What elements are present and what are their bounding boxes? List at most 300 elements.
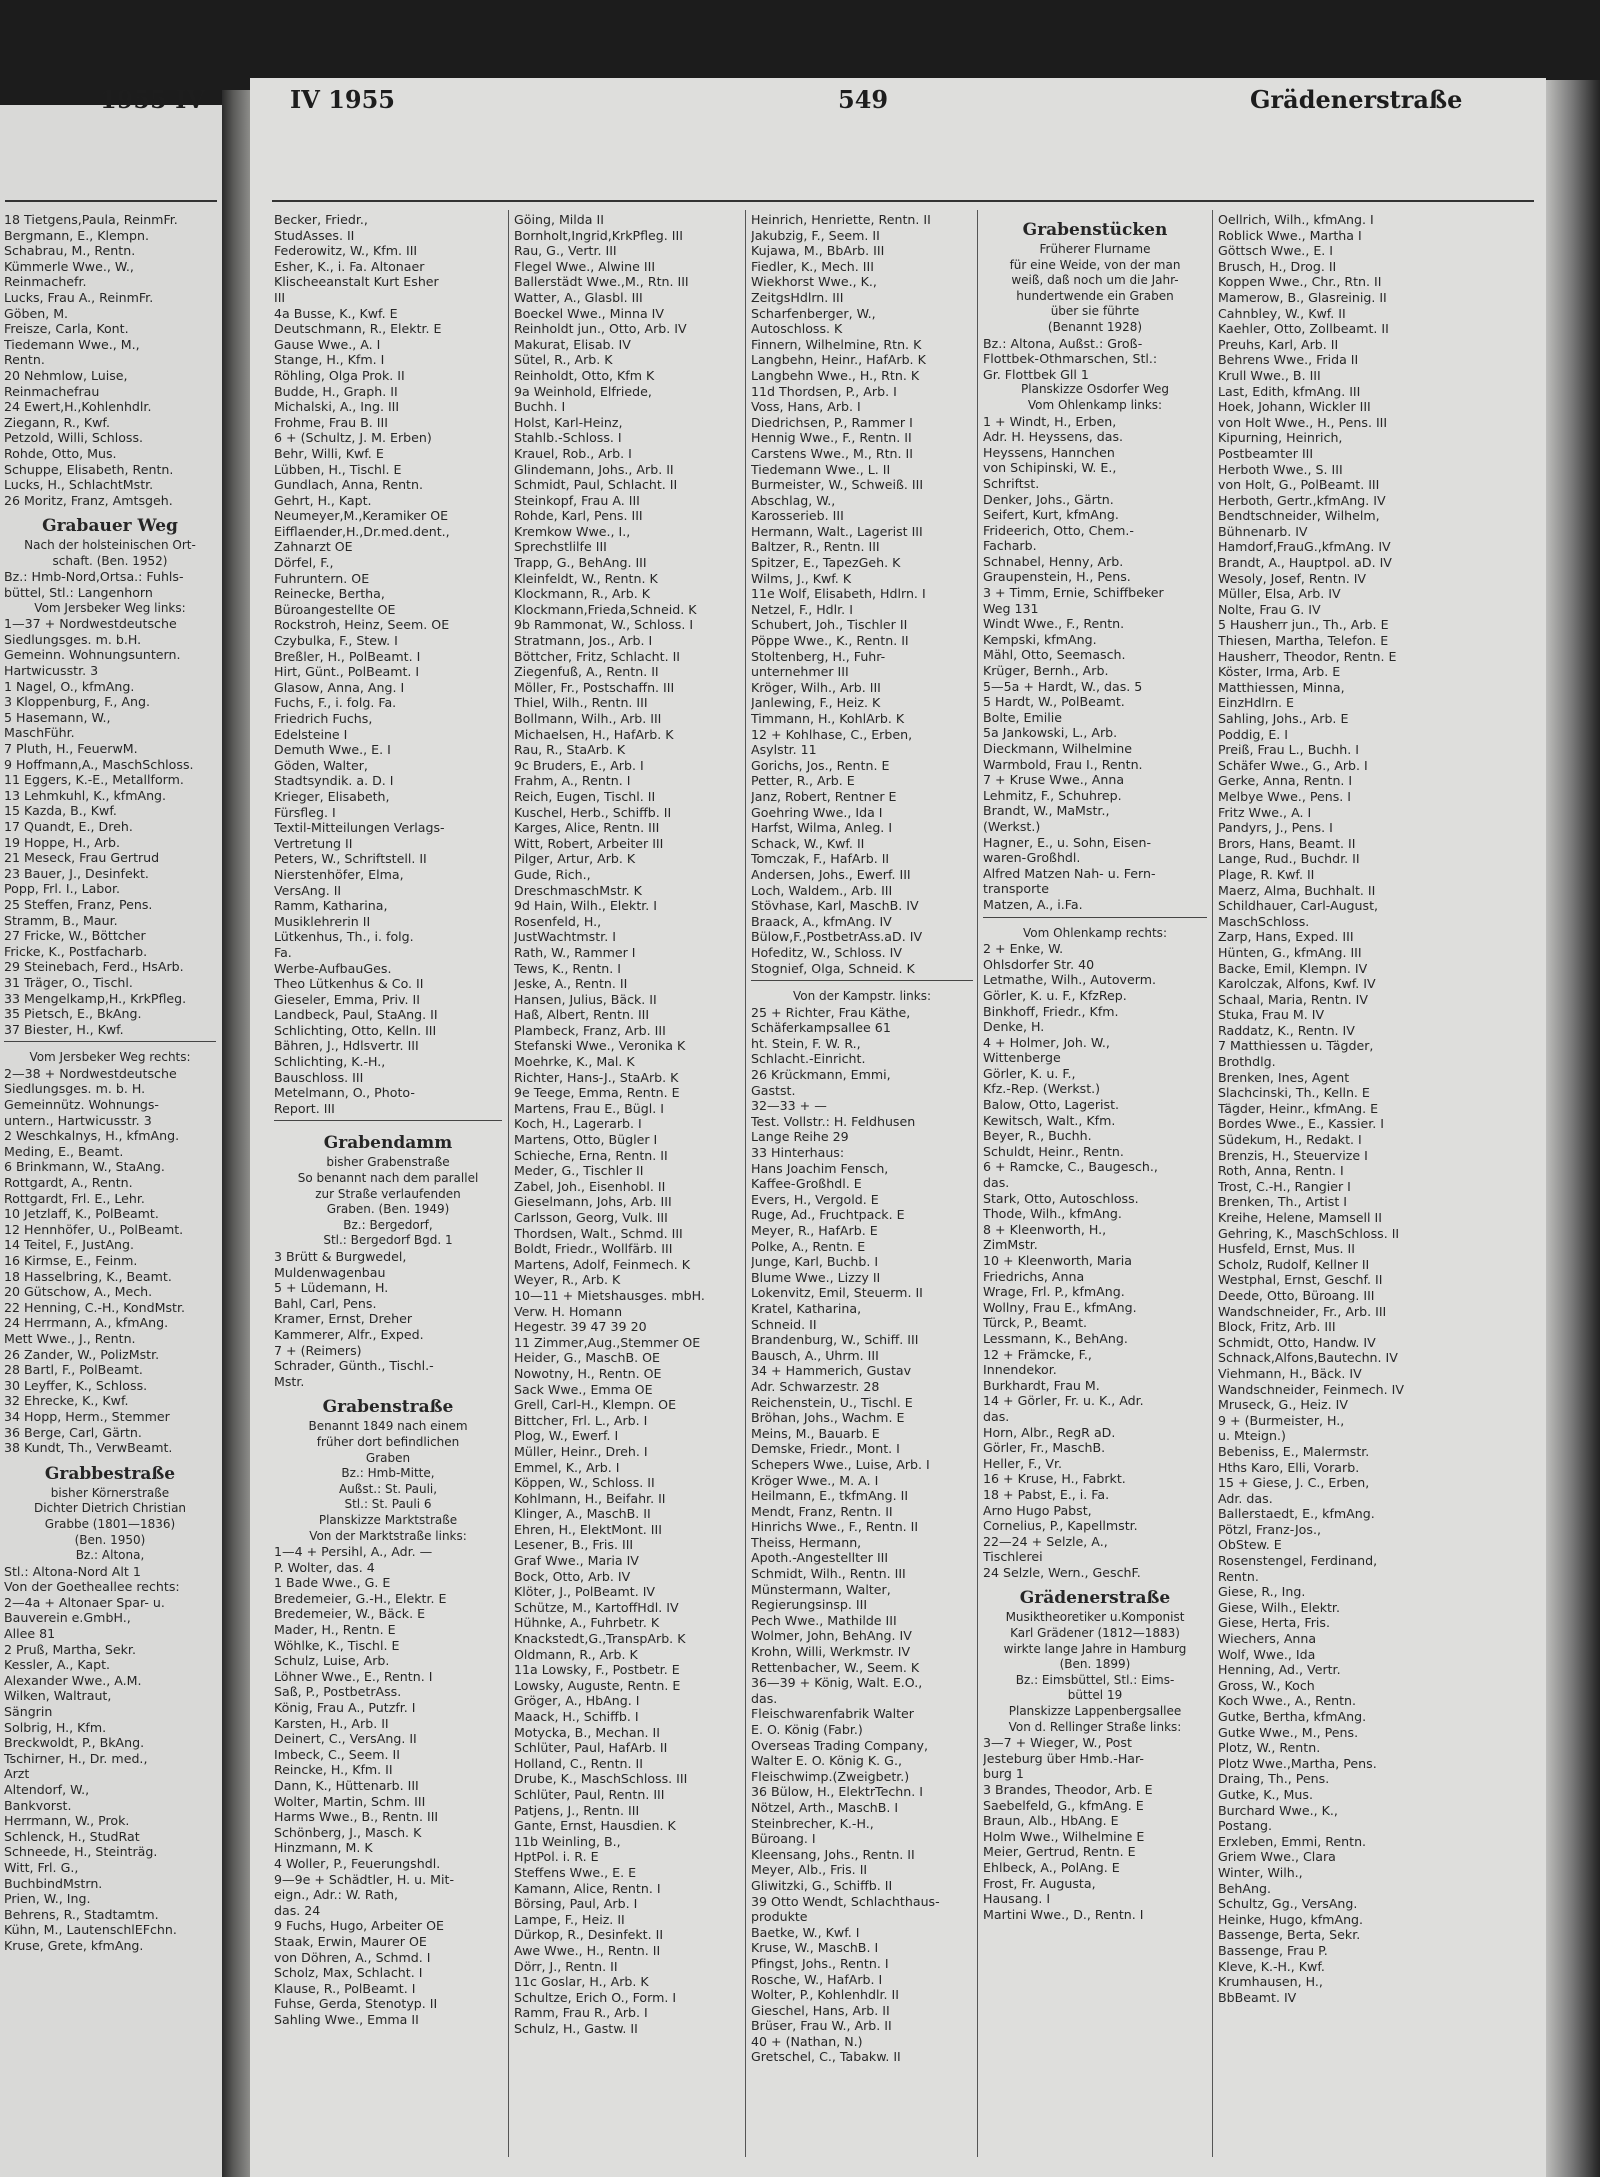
directory-entry: EinzHdlrn. E xyxy=(1218,695,1294,711)
directory-entry: Langbehn Wwe., H., Rtn. K xyxy=(751,367,920,383)
directory-entry: Schmidt, Otto, Handw. IV xyxy=(1218,1334,1376,1350)
directory-entry: Schneid. II xyxy=(751,1316,817,1332)
directory-entry: Kremkow Wwe., I., xyxy=(514,523,631,539)
directory-entry: 22 Henning, C.-H., KondMstr. xyxy=(4,1299,185,1315)
directory-entry: Janz, Robert, Rentner E xyxy=(751,788,897,804)
directory-entry: Steinkopf, Frau A. III xyxy=(514,492,640,508)
street-heading: Grabauer Weg xyxy=(42,516,178,537)
directory-entry: Beyer, R., Buchh. xyxy=(983,1128,1092,1144)
directory-entry: Büroang. I xyxy=(751,1831,816,1847)
directory-entry: Makurat, Elisab. IV xyxy=(514,336,631,352)
directory-entry: 23 Bauer, J., Desinfekt. xyxy=(4,865,149,881)
directory-entry: Stl.: Altona-Nord Alt 1 xyxy=(4,1563,141,1579)
directory-entry: Popp, Frl. I., Labor. xyxy=(4,881,121,897)
directory-entry: 40 + (Nathan, N.) xyxy=(751,2033,863,2049)
directory-entry: Hennig Wwe., F., Rentn. II xyxy=(751,430,912,446)
directory-entry: Watter, A., Glasbl. III xyxy=(514,289,643,305)
directory-entry: Hths Karo, Elli, Vorarb. xyxy=(1218,1459,1360,1475)
directory-entry: Plage, R. Kwf. II xyxy=(1218,866,1315,882)
directory-entry: Brusch, H., Drog. II xyxy=(1218,258,1337,274)
directory-entry: Dörfel, F., xyxy=(274,555,334,571)
directory-entry: Richter, Hans-J., StaArb. K xyxy=(514,1069,679,1085)
directory-entry: Schriftst. xyxy=(983,475,1040,491)
directory-entry: Autoschloss. K xyxy=(751,321,843,337)
street-note: früher dort befindlichen xyxy=(316,1434,460,1449)
directory-entry: Mstr. xyxy=(274,1373,305,1389)
directory-entry: Abschlag, W., xyxy=(751,492,836,508)
directory-entry: 32—33 + — xyxy=(751,1098,827,1114)
directory-entry: Thiesen, Martha, Telefon. E xyxy=(1218,633,1389,649)
directory-entry: 36 Bülow, H., ElektrTechn. I xyxy=(751,1784,923,1800)
directory-entry: Fricke, K., Postfacharb. xyxy=(4,943,148,959)
right-header-rule xyxy=(272,200,1534,202)
directory-entry: Burchard Wwe., K., xyxy=(1218,1802,1338,1818)
directory-entry: Ziegann, R., Kwf. xyxy=(4,414,110,430)
section-divider xyxy=(751,980,973,985)
directory-entry: Kuschel, Herb., Schiffb. II xyxy=(514,804,672,820)
directory-entry: 5 + Lüdemann, H. xyxy=(274,1280,389,1296)
directory-entry: Motycka, B., Mechan. II xyxy=(514,1724,660,1740)
directory-entry: Holland, C., Rentn. II xyxy=(514,1755,643,1771)
directory-entry: Behr, Willi, Kwf. E xyxy=(274,445,384,461)
directory-entry: Bülow,F.,PostbetrAss.aD. IV xyxy=(751,929,923,945)
directory-entry: Rettenbacher, W., Seem. K xyxy=(751,1659,920,1675)
directory-entry: Schaal, Maria, Rentn. IV xyxy=(1218,991,1368,1007)
directory-entry: 2—38 + Nordwestdeutsche xyxy=(4,1065,177,1081)
directory-entry: MaschSchloss. xyxy=(1218,913,1310,929)
directory-entry: 20 Nehmlow, Luise, xyxy=(4,367,128,383)
directory-entry: Lucks, Frau A., ReinmFr. xyxy=(4,289,154,305)
directory-entry: Mett Wwe., J., Rentn. xyxy=(4,1330,136,1346)
directory-entry: 18 Tietgens,Paula, ReinmFr. xyxy=(4,212,178,227)
directory-entry: Hoek, Johann, Wickler III xyxy=(1218,399,1371,415)
directory-entry: Heider, G., MaschB. OE xyxy=(514,1350,660,1366)
column-divider xyxy=(1212,210,1213,2157)
directory-entry: Saß, P., PostbetrAss. xyxy=(274,1684,402,1700)
directory-entry: 10 Jetzlaff, K., PolBeamt. xyxy=(4,1206,159,1222)
directory-entry: 7 Pluth, H., FeuerwM. xyxy=(4,741,138,756)
directory-entry: Röhling, Olga Prok. II xyxy=(274,367,405,383)
directory-entry: Hinzmann, M. K xyxy=(274,1840,373,1856)
directory-entry: 9e Teege, Emma, Rentn. E xyxy=(514,1085,680,1101)
directory-entry: Siedlungsges. m. b. H. xyxy=(4,1081,146,1097)
directory-entry: Peters, W., Schriftstell. II xyxy=(274,851,427,867)
directory-entry: (Werkst.) xyxy=(983,818,1041,834)
directory-entry: Trost, C.-H., Rangier I xyxy=(1218,1178,1351,1194)
directory-entry: Hinrichs Wwe., F., Rentn. II xyxy=(751,1519,919,1535)
directory-entry: Bollmann, Wilh., Arb. III xyxy=(514,711,662,726)
directory-entry: 5 Hasemann, W., xyxy=(4,709,111,725)
directory-entry: Ruge, Ad., Fruchtpack. E xyxy=(751,1207,905,1223)
directory-entry: Moehrke, K., Mal. K xyxy=(514,1054,635,1070)
street-note: Früherer Flurname xyxy=(1039,242,1151,256)
directory-entry: Dann, K., Hüttenarb. III xyxy=(274,1778,419,1793)
directory-entry: Horn, Albr., RegR aD. xyxy=(983,1424,1116,1440)
directory-entry: Rau, G., Vertr. III xyxy=(514,243,617,259)
directory-entry: Bornholt,Ingrid,KrkPfleg. III xyxy=(514,227,683,243)
directory-entry: Schlichting, K.-H., xyxy=(274,1054,386,1070)
directory-entry: Görler, K. u. F., xyxy=(983,1065,1076,1081)
directory-entry: Mader, H., Rentn. E xyxy=(274,1622,396,1638)
directory-entry: VersAng. II xyxy=(274,882,342,898)
section-divider xyxy=(274,1120,502,1125)
directory-column-left-page xyxy=(4,212,216,2159)
directory-entry: Lübben, H., Tischl. E xyxy=(274,461,402,477)
directory-entry: 9 Fuchs, Hugo, Arbeiter OE xyxy=(274,1918,444,1934)
directory-entry: Fuchs, F., i. folg. Fa. xyxy=(274,695,397,711)
directory-entry: 29 Steinebach, Ferd., HsArb. xyxy=(4,959,184,975)
directory-entry: 11 Zimmer,Aug.,Stemmer OE xyxy=(514,1334,701,1350)
directory-entry: Krüger, Bernh., Arb. xyxy=(983,663,1109,679)
directory-entry: Schmidt, Wilh., Rentn. III xyxy=(751,1566,906,1582)
directory-entry: Gemeinnütz. Wohnungs- xyxy=(4,1097,159,1113)
directory-entry: Harfst, Wilma, Anleg. I xyxy=(751,820,893,836)
directory-entry: Gante, Ernst, Hausdien. K xyxy=(514,1818,676,1834)
directory-entry: Viehmann, H., Bäck. IV xyxy=(1218,1365,1362,1381)
street-note: Graben. (Ben. 1949) xyxy=(326,1202,450,1217)
directory-entry: Kruse, Grete, kfmAng. xyxy=(4,1937,144,1953)
directory-entry: das. xyxy=(751,1690,778,1706)
directory-entry: Postang. xyxy=(1218,1818,1273,1834)
directory-entry: Baetke, W., Kwf. I xyxy=(751,1924,860,1940)
directory-entry: Nolte, Frau G. IV xyxy=(1218,601,1321,617)
directory-entry: Flegel Wwe., Alwine III xyxy=(514,258,656,274)
directory-entry: Wilken, Waltraut, xyxy=(4,1688,112,1704)
directory-entry: Tiedemann Wwe., L. II xyxy=(751,461,891,477)
directory-entry: Dörr, J., Rentn. II xyxy=(514,1958,618,1974)
directory-entry: Schulz, Luise, Arb. xyxy=(274,1653,390,1669)
column-divider xyxy=(745,210,746,2157)
directory-entry: waren-Großhdl. xyxy=(983,850,1081,866)
directory-entry: Lehmitz, F., Schuhrep. xyxy=(983,787,1122,803)
directory-entry: Arno Hugo Pabst, xyxy=(983,1502,1092,1518)
directory-entry: Petzold, Willi, Schloss. xyxy=(4,430,144,446)
directory-entry: Bühnenarb. IV xyxy=(1218,523,1308,539)
directory-entry: Görler, Fr., MaschB. xyxy=(983,1440,1106,1456)
directory-entry: Janlewing, F., Heiz. K xyxy=(751,695,881,711)
directory-entry: Michaelsen, H., HafArb. K xyxy=(514,726,674,742)
directory-entry: 9—9e + Schädtler, H. u. Mit- xyxy=(274,1871,454,1887)
directory-entry: Hegestr. 39 47 39 20 xyxy=(514,1319,647,1335)
directory-entry: 33 Mengelkamp,H., KrkPfleg. xyxy=(4,990,187,1006)
directory-entry: Apoth.-Angestellter III xyxy=(751,1550,889,1566)
directory-entry: Rentn. xyxy=(1218,1568,1259,1584)
directory-entry: Herrmann, W., Prok. xyxy=(4,1813,130,1829)
street-note: über sie führte xyxy=(1050,304,1140,319)
directory-entry: Erxleben, Emmi, Rentn. xyxy=(1218,1833,1367,1849)
street-header: Grädenerstraße xyxy=(1250,85,1463,114)
directory-entry: ObStew. E xyxy=(1218,1537,1282,1553)
directory-entry: 11e Wolf, Elisabeth, Hdlrn. I xyxy=(751,586,926,602)
directory-entry: 9 + (Burmeister, H., xyxy=(1218,1412,1345,1428)
right-page-year-header: IV 1955 xyxy=(290,85,395,114)
directory-column-1 xyxy=(274,212,502,2159)
directory-entry: Ballerstaedt, E., kfmAng. xyxy=(1218,1506,1375,1522)
directory-entry: 38 Kundt, Th., VerwBeamt. xyxy=(4,1440,173,1456)
directory-entry: Boeckel Wwe., Minna IV xyxy=(514,305,664,321)
directory-entry: Schepers Wwe., Luise, Arb. I xyxy=(751,1456,930,1472)
directory-entry: 15 Kazda, B., Kwf. xyxy=(4,803,117,819)
street-note: bisher Körnerstraße xyxy=(50,1485,170,1500)
directory-entry: 4 + Holmer, Joh. W., xyxy=(983,1034,1110,1050)
directory-entry: Raddatz, K., Rentn. IV xyxy=(1218,1022,1355,1038)
directory-entry: Ramm, Katharina, xyxy=(274,898,388,914)
directory-entry: Tews, K., Rentn. I xyxy=(514,960,621,976)
directory-entry: Lowsky, Auguste, Rentn. E xyxy=(514,1677,681,1693)
street-note: Grabbe (1801—1836) xyxy=(44,1516,176,1531)
directory-entry: Federowitz, W., Kfm. III xyxy=(274,243,418,259)
street-note: hundertwende ein Graben xyxy=(1016,288,1174,303)
directory-entry: Brors, Hans, Beamt. II xyxy=(1218,835,1356,851)
directory-entry: Budde, H., Graph. II xyxy=(274,383,398,399)
directory-entry: Glindemann, Johs., Arb. II xyxy=(514,461,674,477)
directory-entry: 24 Selzle, Wern., GeschF. xyxy=(983,1564,1141,1580)
directory-entry: Allee 81 xyxy=(4,1626,56,1642)
section-divider xyxy=(983,917,1207,922)
directory-entry: 20 Gütschow, A., Mech. xyxy=(4,1284,153,1300)
directory-entry: 36 Berge, Carl, Gärtn. xyxy=(4,1424,142,1440)
directory-entry: Hünten, G., kfmAng. III xyxy=(1218,944,1362,960)
directory-entry: das. xyxy=(983,1175,1010,1191)
directory-entry: Behrens Wwe., Frida II xyxy=(1218,352,1359,368)
directory-entry: Braun, Alb., HbAng. E xyxy=(983,1813,1119,1829)
directory-entry: Rohde, Karl, Pens. III xyxy=(514,508,643,524)
directory-entry: Kreihe, Helene, Mamsell II xyxy=(1218,1210,1382,1225)
directory-entry: Timmann, H., KohlArb. K xyxy=(751,711,905,726)
directory-entry: Steinbrecher, K.-H., xyxy=(751,1815,874,1831)
directory-entry: Windt Wwe., F., Rentn. xyxy=(983,616,1125,632)
street-note: Bz.: Altona, xyxy=(75,1548,145,1563)
directory-entry: Test. Vollstr.: H. Feldhusen xyxy=(751,1113,916,1129)
directory-entry: Adr. das. xyxy=(1218,1490,1273,1506)
directory-entry: Lütkenhus, Th., i. folg. xyxy=(274,929,414,945)
street-note: Bz.: Bergedorf, xyxy=(343,1217,433,1232)
directory-entry: Bz.: Hmb-Nord,Ortsa.: Fuhls- xyxy=(4,569,184,585)
directory-entry: 3 Brandes, Theodor, Arb. E xyxy=(983,1782,1153,1797)
directory-entry: Giese, R., Ing. xyxy=(1218,1584,1306,1600)
directory-entry: 1—4 + Persihl, A., Adr. — xyxy=(274,1544,433,1560)
directory-entry: Melbye Wwe., Pens. I xyxy=(1218,788,1351,804)
directory-entry: Burmeister, W., Schweiß. III xyxy=(751,477,924,493)
directory-entry: Vertretung II xyxy=(274,835,353,851)
directory-entry: Heinrich, Henriette, Rentn. II xyxy=(751,212,931,227)
directory-entry: Göben, M. xyxy=(4,305,69,321)
directory-entry: Matzen, A., i.Fa. xyxy=(983,896,1083,912)
directory-entry: 25 Steffen, Franz, Pens. xyxy=(4,896,153,912)
left-page-header: 1955 IV xyxy=(100,85,205,114)
directory-entry: Martini Wwe., D., Rentn. I xyxy=(983,1906,1144,1922)
directory-entry: Rau, R., StaArb. K xyxy=(514,742,626,758)
directory-entry: Goehring Wwe., Ida I xyxy=(751,804,883,820)
directory-entry: Klöter, J., PolBeamt. IV xyxy=(514,1584,656,1600)
directory-entry: Gutke, K., Mus. xyxy=(1218,1786,1313,1802)
directory-entry: Arzt xyxy=(4,1766,30,1782)
directory-entry: Wolf, Wwe., Ida xyxy=(1218,1646,1316,1662)
directory-entry: Reinholdt jun., Otto, Arb. IV xyxy=(514,321,687,337)
directory-entry: 24 Herrmann, A., kfmAng. xyxy=(4,1315,169,1331)
directory-entry: Rosenstengel, Ferdinand, xyxy=(1218,1553,1378,1569)
directory-entry: Holst, Karl-Heinz, xyxy=(514,414,623,430)
directory-entry: Heller, F., Vr. xyxy=(983,1455,1063,1471)
directory-entry: 22—24 + Selzle, A., xyxy=(983,1533,1108,1549)
directory-entry: Kfz.-Rep. (Werkst.) xyxy=(983,1081,1101,1097)
directory-entry: Sahling Wwe., Emma II xyxy=(274,2011,419,2027)
directory-entry: Pandyrs, J., Pens. I xyxy=(1218,820,1333,836)
directory-entry: Breckwoldt, P., BkAng. xyxy=(4,1735,145,1751)
directory-entry: Holm Wwe., Wilhelmine E xyxy=(983,1828,1145,1844)
directory-entry: Boldt, Friedr., Wollfärb. III xyxy=(514,1241,673,1257)
directory-entry: Rosche, W., HafArb. I xyxy=(751,1971,883,1987)
directory-entry: Ohlsdorfer Str. 40 xyxy=(983,956,1095,972)
directory-entry: Burkhardt, Frau M. xyxy=(983,1377,1100,1393)
directory-entry: Schulz, H., Gastw. II xyxy=(514,2020,638,2036)
directory-entry: u. Mteign.) xyxy=(1218,1428,1286,1444)
directory-entry: 33 Hinterhaus: xyxy=(751,1145,845,1161)
directory-entry: Gretschel, C., Tabakw. II xyxy=(751,2049,901,2065)
directory-entry: Gundlach, Anna, Rentn. xyxy=(274,477,423,493)
directory-entry: Reincke, H., Kfm. II xyxy=(274,1762,393,1778)
directory-entry: Gude, Rich., xyxy=(514,866,591,882)
directory-entry: Kessler, A., Kapt. xyxy=(4,1657,111,1673)
directory-entry: Schönberg, J., Masch. K xyxy=(274,1824,422,1840)
street-heading: Grabbestraße xyxy=(44,1463,176,1484)
directory-entry: Brandt, W., MaMstr., xyxy=(983,803,1110,819)
directory-entry: Müller, Elsa, Arb. IV xyxy=(1218,586,1341,602)
directory-entry: Stratmann, Jos., Arb. I xyxy=(514,633,653,649)
directory-entry: Tschirner, H., Dr. med., xyxy=(4,1750,148,1766)
street-note: wirkte lange Jahre in Hamburg xyxy=(1003,1641,1187,1656)
directory-entry: Schack, W., Kwf. II xyxy=(751,835,865,851)
directory-entry: 3 + Timm, Ernie, Schiffbeker xyxy=(983,585,1164,601)
directory-entry: 4 Woller, P., Feuerungshdl. xyxy=(274,1855,441,1871)
directory-entry: Stognief, Olga, Schneid. K xyxy=(751,960,915,976)
directory-entry: Wandschneider, Fr., Arb. III xyxy=(1218,1303,1387,1319)
directory-entry: Krohn, Willi, Werkmstr. IV xyxy=(751,1644,911,1660)
directory-entry: Krieger, Elisabeth, xyxy=(274,788,390,804)
directory-entry: Giese, Herta, Fris. xyxy=(1218,1615,1330,1631)
directory-entry: Draing, Th., Pens. xyxy=(1218,1771,1330,1787)
directory-entry: Rockstroh, Heinz, Seem. OE xyxy=(274,617,450,633)
directory-entry: Edelsteine I xyxy=(274,726,348,742)
directory-entry: Büroangestellte OE xyxy=(274,601,396,617)
directory-entry: Kröger, Wilh., Arb. III xyxy=(751,679,881,695)
directory-entry: 14 Teitel, F., JustAng. xyxy=(4,1237,135,1253)
directory-entry: Schultze, Erich O., Form. I xyxy=(514,1989,677,2005)
directory-entry: Rath, W., Rammer I xyxy=(514,944,636,960)
directory-entry: Bahl, Carl, Pens. xyxy=(274,1295,377,1311)
directory-entry: 4a Busse, K., Kwf. E xyxy=(274,305,398,321)
directory-entry: Spitzer, E., TapezGeh. K xyxy=(751,555,901,571)
directory-entry: burg 1 xyxy=(983,1766,1024,1782)
directory-entry: Langbehn, Heinr., HafArb. K xyxy=(751,352,926,368)
directory-entry: Imbeck, C., Seem. II xyxy=(274,1746,400,1762)
directory-entry: Kümmerle Wwe., W., xyxy=(4,258,134,274)
page-number: 549 xyxy=(838,85,889,114)
directory-entry: Saebelfeld, G., kfmAng. E xyxy=(983,1797,1144,1813)
directory-entry: Reinholdt, Otto, Kfm K xyxy=(514,367,655,383)
directory-entry: Gliwitzki, G., Schiffb. II xyxy=(751,1877,893,1893)
directory-entry: Glasow, Anna, Ang. I xyxy=(274,679,405,695)
directory-entry: Frahm, A., Rentn. I xyxy=(514,773,631,789)
directory-entry: 9 Hoffmann,A., MaschSchloss. xyxy=(4,756,194,772)
directory-entry: Hagner, E., u. Sohn, Eisen- xyxy=(983,834,1152,850)
directory-entry: Becker, Friedr., xyxy=(274,212,368,227)
directory-entry: unternehmer III xyxy=(751,664,849,680)
directory-entry: Theiss, Hermann, xyxy=(751,1534,862,1550)
directory-entry: Krull Wwe., B. III xyxy=(1218,367,1321,383)
street-note: zur Straße verlaufenden xyxy=(315,1186,461,1201)
directory-entry: Kipurning, Heinrich, xyxy=(1218,430,1343,446)
directory-entry: Bassenge, Berta, Sekr. xyxy=(1218,1927,1361,1943)
directory-entry: 15 + Giese, J. C., Erben, xyxy=(1218,1475,1370,1491)
street-note: So benannt nach dem parallel xyxy=(297,1171,479,1186)
directory-entry: Lange, Rud., Buchdr. II xyxy=(1218,851,1360,867)
directory-entry: Lesener, B., Fris. III xyxy=(514,1537,634,1553)
directory-entry: Petter, R., Arb. E xyxy=(751,773,855,789)
directory-entry: Möller, Fr., Postschaffn. III xyxy=(514,679,675,695)
directory-entry: 3 Kloppenburg, F., Ang. xyxy=(4,694,150,710)
directory-entry: Thordsen, Walt., Schmd. III xyxy=(514,1225,683,1241)
directory-entry: Jakubzig, F., Seem. II xyxy=(751,227,880,243)
directory-entry: Esher, K., i. Fa. Altonaer xyxy=(274,258,425,274)
directory-entry: Wesoly, Josef, Rentn. IV xyxy=(1218,570,1367,586)
directory-entry: 12 + Främcke, F., xyxy=(983,1346,1092,1362)
directory-entry: Göttsch Wwe., E. I xyxy=(1218,243,1333,259)
directory-entry: Stövhase, Karl, MaschB. IV xyxy=(751,898,919,914)
street-note: Vom Ohlenkamp links: xyxy=(1027,397,1163,412)
directory-entry: Meyer, R., HafArb. E xyxy=(751,1223,878,1238)
directory-entry: Asylstr. 11 xyxy=(751,742,817,758)
directory-entry: Plambeck, Franz, Arb. III xyxy=(514,1022,666,1038)
directory-entry: Löhner Wwe., E., Rentn. I xyxy=(274,1668,433,1684)
directory-entry: Junge, Karl, Buchb. I xyxy=(751,1254,879,1270)
directory-entry: Wollny, Frau E., kfmAng. xyxy=(983,1299,1137,1315)
directory-entry: Hermann, Walt., Lagerist III xyxy=(751,523,923,539)
directory-entry: Karosserieb. III xyxy=(751,508,844,524)
directory-entry: 34 + Hammerich, Gustav xyxy=(751,1363,912,1379)
directory-entry: 9a Weinhold, Elfriede, xyxy=(514,383,652,399)
directory-entry: Grell, Carl-H., Klempn. OE xyxy=(514,1397,677,1413)
directory-entry: Martens, Otto, Bügler I xyxy=(514,1132,658,1148)
directory-entry: Weyer, R., Arb. K xyxy=(514,1272,621,1288)
directory-entry: Michalski, A., Ing. III xyxy=(274,399,400,415)
directory-entry: Kühn, M., LautenschlEFchn. xyxy=(4,1922,177,1938)
directory-entry: Gerke, Anna, Rentn. I xyxy=(1218,773,1353,789)
directory-entry: büttel, Stl.: Langenhorn xyxy=(4,585,153,601)
directory-entry: 6 + Ramcke, C., Baugesch., xyxy=(983,1159,1158,1175)
street-note: Stl.: St. Pauli 6 xyxy=(344,1497,432,1512)
directory-entry: Hirt, Günt., PolBeamt. I xyxy=(274,664,420,680)
directory-entry: Brothdlg. xyxy=(1218,1054,1276,1070)
directory-entry: Bankvorst. xyxy=(4,1797,72,1813)
directory-entry: 19 Hoppe, H., Arb. xyxy=(4,834,120,850)
directory-entry: Kammerer, Alfr., Exped. xyxy=(274,1326,424,1342)
directory-entry: Steffens Wwe., E. E xyxy=(514,1864,637,1880)
directory-entry: Kaehler, Otto, Zollbeamt. II xyxy=(1218,321,1389,337)
street-note: Bz.: Eimsbüttel, Stl.: Eims- xyxy=(1015,1672,1175,1687)
directory-entry: Fleischwarenfabrik Walter xyxy=(751,1706,914,1722)
directory-entry: Pfingst, Johs., Rentn. I xyxy=(751,1955,889,1971)
directory-entry: Werbe-AufbauGes. xyxy=(274,960,392,976)
directory-entry: Göing, Milda II xyxy=(514,212,604,227)
street-note: Von der Marktstraße links: xyxy=(309,1528,467,1543)
directory-entry: Bittcher, Frl. L., Arb. I xyxy=(514,1412,648,1428)
directory-entry: Koch Wwe., A., Rentn. xyxy=(1218,1693,1356,1709)
street-note: büttel 19 xyxy=(1067,1688,1123,1703)
directory-entry: Tiedemann Wwe., M., xyxy=(4,336,140,352)
directory-entry: Deede, Otto, Büroang. III xyxy=(1218,1287,1375,1303)
directory-entry: Hausherr, Theodor, Rentn. E xyxy=(1218,648,1397,664)
